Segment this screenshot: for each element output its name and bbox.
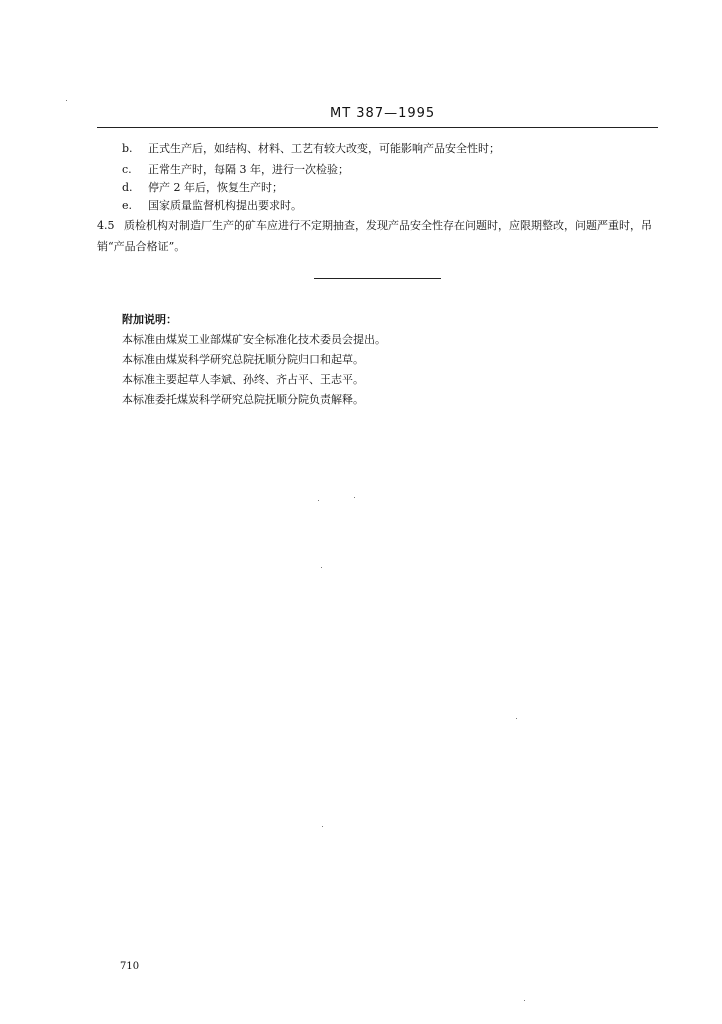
list-item-marker: d.	[122, 181, 133, 194]
list-item	[122, 141, 500, 156]
scan-speck	[354, 497, 355, 498]
page-number: 710	[120, 961, 140, 972]
list-item	[122, 198, 302, 213]
list-item-marker: b.	[122, 142, 133, 155]
notes-line: 本标准委托煤炭科学研究总院抚顺分院负责解释。	[122, 393, 364, 406]
additional-notes	[122, 310, 386, 410]
scan-speck	[321, 567, 322, 568]
scan-speck	[318, 500, 319, 501]
section-divider	[314, 278, 441, 279]
scan-speck	[322, 826, 323, 827]
notes-line: 本标准由煤炭工业部煤矿安全标准化技术委员会提出。	[122, 333, 386, 346]
list-item	[122, 162, 349, 177]
notes-heading: 附加说明：	[122, 313, 177, 326]
scan-speck	[524, 1000, 525, 1001]
notes-line: 本标准主要起草人李斌、孙终、齐占平、王志平。	[122, 373, 364, 386]
list-item-marker: c.	[122, 163, 132, 176]
scan-speck	[516, 718, 517, 719]
list-item-marker: e.	[122, 199, 133, 212]
notes-line: 本标准由煤炭科学研究总院抚顺分院归口和起草。	[122, 353, 364, 366]
list-item-text: 正式生产后，如结构、材料、工艺有较大改变，可能影响产品安全性时；	[148, 142, 500, 155]
header-rule	[97, 127, 658, 128]
page-header-title: MT 387—1995	[330, 106, 436, 121]
clause-text: 质检机构对制造厂生产的矿车应进行不定期抽查，发现产品安全性存在问题时，应限期整改，问题严重时，吊销“产品合格证”。	[97, 219, 652, 253]
clause-number: 4.5	[97, 219, 115, 232]
list-item	[122, 180, 283, 195]
clause-4-5	[97, 215, 662, 257]
list-item-text: 停产 2 年后，恢复生产时；	[148, 181, 283, 194]
list-item-text: 正常生产时，每隔 3 年，进行一次检验；	[148, 163, 349, 176]
list-item-text: 国家质量监督机构提出要求时。	[148, 199, 302, 212]
scan-speck	[66, 100, 67, 101]
